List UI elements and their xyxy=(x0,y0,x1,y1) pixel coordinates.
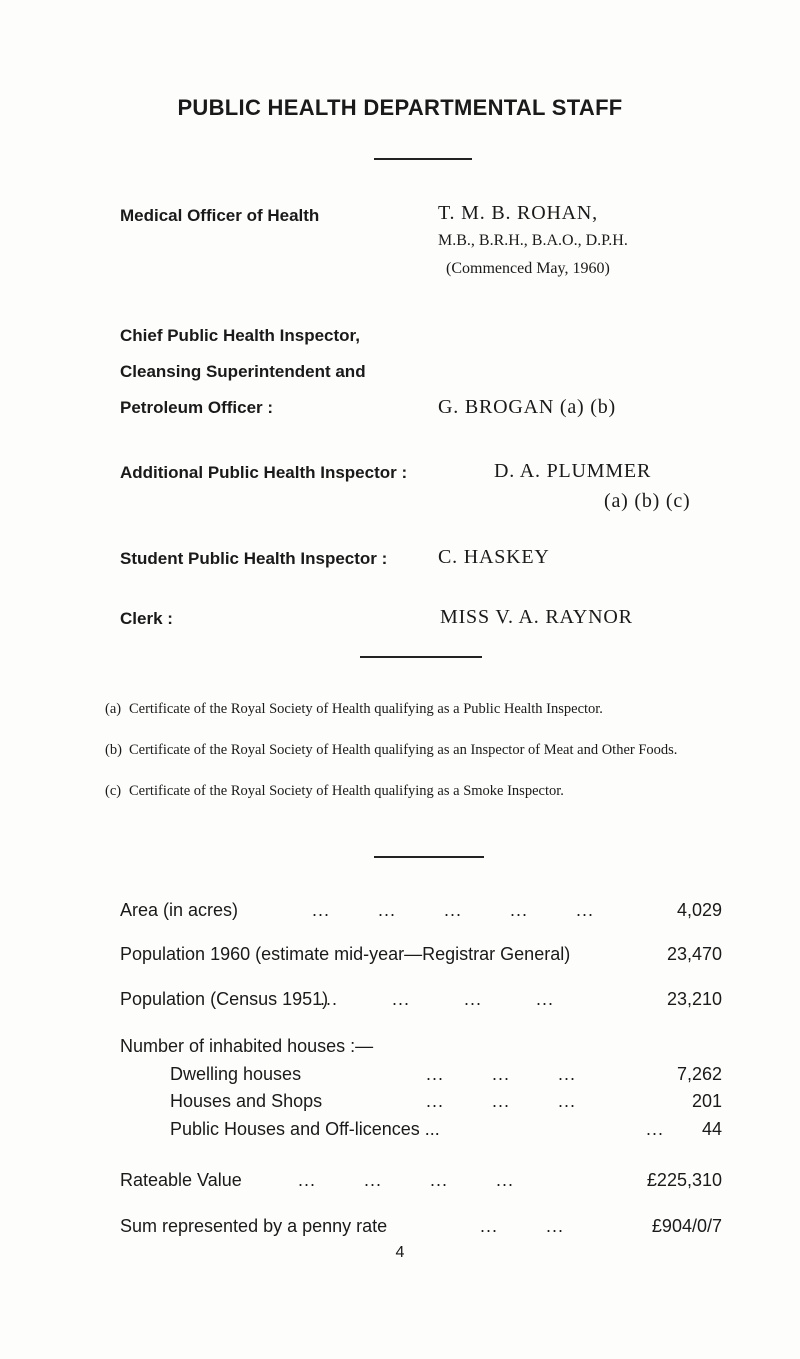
name-student-inspector: C. HASKEY xyxy=(438,546,550,568)
population-1960-label: Population 1960 (estimate mid-year—Registrar General) xyxy=(120,944,571,964)
leader-dots: ... ... ... xyxy=(426,1091,577,1111)
divider xyxy=(374,856,484,858)
divider xyxy=(360,656,482,658)
footnote-mark: (a) xyxy=(105,701,122,717)
page-number: 4 xyxy=(395,1244,405,1261)
houses-shops-label: Houses and Shops xyxy=(170,1091,323,1111)
penny-rate-label: Sum represented by a penny rate xyxy=(120,1216,388,1236)
commenced-note: (Commenced May, 1960) xyxy=(446,260,610,277)
area-label: Area (in acres) xyxy=(120,900,239,920)
divider xyxy=(374,158,472,160)
footnote-text: Certificate of the Royal Society of Health qualifying as an Inspector of Meat and Other Foods. xyxy=(129,742,678,758)
role-chief-inspector-line3: Petroleum Officer : xyxy=(120,398,274,417)
population-census-value: 23,210 xyxy=(666,989,722,1009)
penny-rate-value: £904/0/7 xyxy=(651,1216,722,1236)
footnote-text: Certificate of the Royal Society of Health qualifying as a Smoke Inspector. xyxy=(129,783,564,799)
footnote-mark: (b) xyxy=(105,742,122,758)
leader-dots: ... ... ... ... xyxy=(320,989,555,1009)
footnote-b xyxy=(105,741,725,759)
role-student-inspector: Student Public Health Inspector : xyxy=(120,549,388,568)
population-census-label: Population (Census 1951) xyxy=(120,989,329,1009)
leader-dots: ... xyxy=(646,1119,665,1139)
rateable-value-label: Rateable Value xyxy=(120,1170,242,1190)
footnote-c xyxy=(105,782,725,800)
footnote-text: Certificate of the Royal Society of Health qualifying as a Public Health Inspector. xyxy=(129,701,603,717)
population-1960-value: 23,470 xyxy=(666,944,722,964)
role-clerk: Clerk : xyxy=(120,609,173,628)
leader-dots: ... ... ... ... ... xyxy=(312,900,595,920)
additional-inspector-certs: (a) (b) (c) xyxy=(604,490,691,512)
houses-heading: Number of inhabited houses :— xyxy=(120,1036,374,1056)
public-houses-value: 44 xyxy=(701,1119,722,1139)
name-chief-inspector: G. BROGAN (a) (b) xyxy=(438,396,617,418)
role-medical-officer: Medical Officer of Health xyxy=(120,206,320,225)
public-houses-label: Public Houses and Off-licences ... xyxy=(170,1119,440,1139)
area-value: 4,029 xyxy=(676,900,722,920)
name-additional-inspector: D. A. PLUMMER xyxy=(494,460,652,482)
footnote-mark: (c) xyxy=(105,783,122,799)
dwelling-value: 7,262 xyxy=(676,1064,722,1084)
dwelling-label: Dwelling houses xyxy=(170,1064,302,1084)
footnote-a xyxy=(105,700,725,718)
houses-shops-value: 201 xyxy=(691,1091,722,1111)
role-chief-inspector-line1: Chief Public Health Inspector, xyxy=(120,326,360,345)
leader-dots: ... ... ... ... xyxy=(298,1170,515,1190)
role-additional-inspector: Additional Public Health Inspector : xyxy=(120,463,408,482)
rateable-value: £225,310 xyxy=(646,1170,722,1190)
leader-dots: ... ... ... xyxy=(426,1064,577,1084)
name-medical-officer: T. M. B. ROHAN, xyxy=(438,202,598,224)
leader-dots: ... ... xyxy=(480,1216,565,1236)
qualifications: M.B., B.R.H., B.A.O., D.P.H. xyxy=(438,232,628,249)
page-title: PUBLIC HEALTH DEPARTMENTAL STAFF xyxy=(177,95,623,120)
role-chief-inspector-line2: Cleansing Superintendent and xyxy=(120,362,366,381)
name-clerk: MISS V. A. RAYNOR xyxy=(440,606,633,628)
